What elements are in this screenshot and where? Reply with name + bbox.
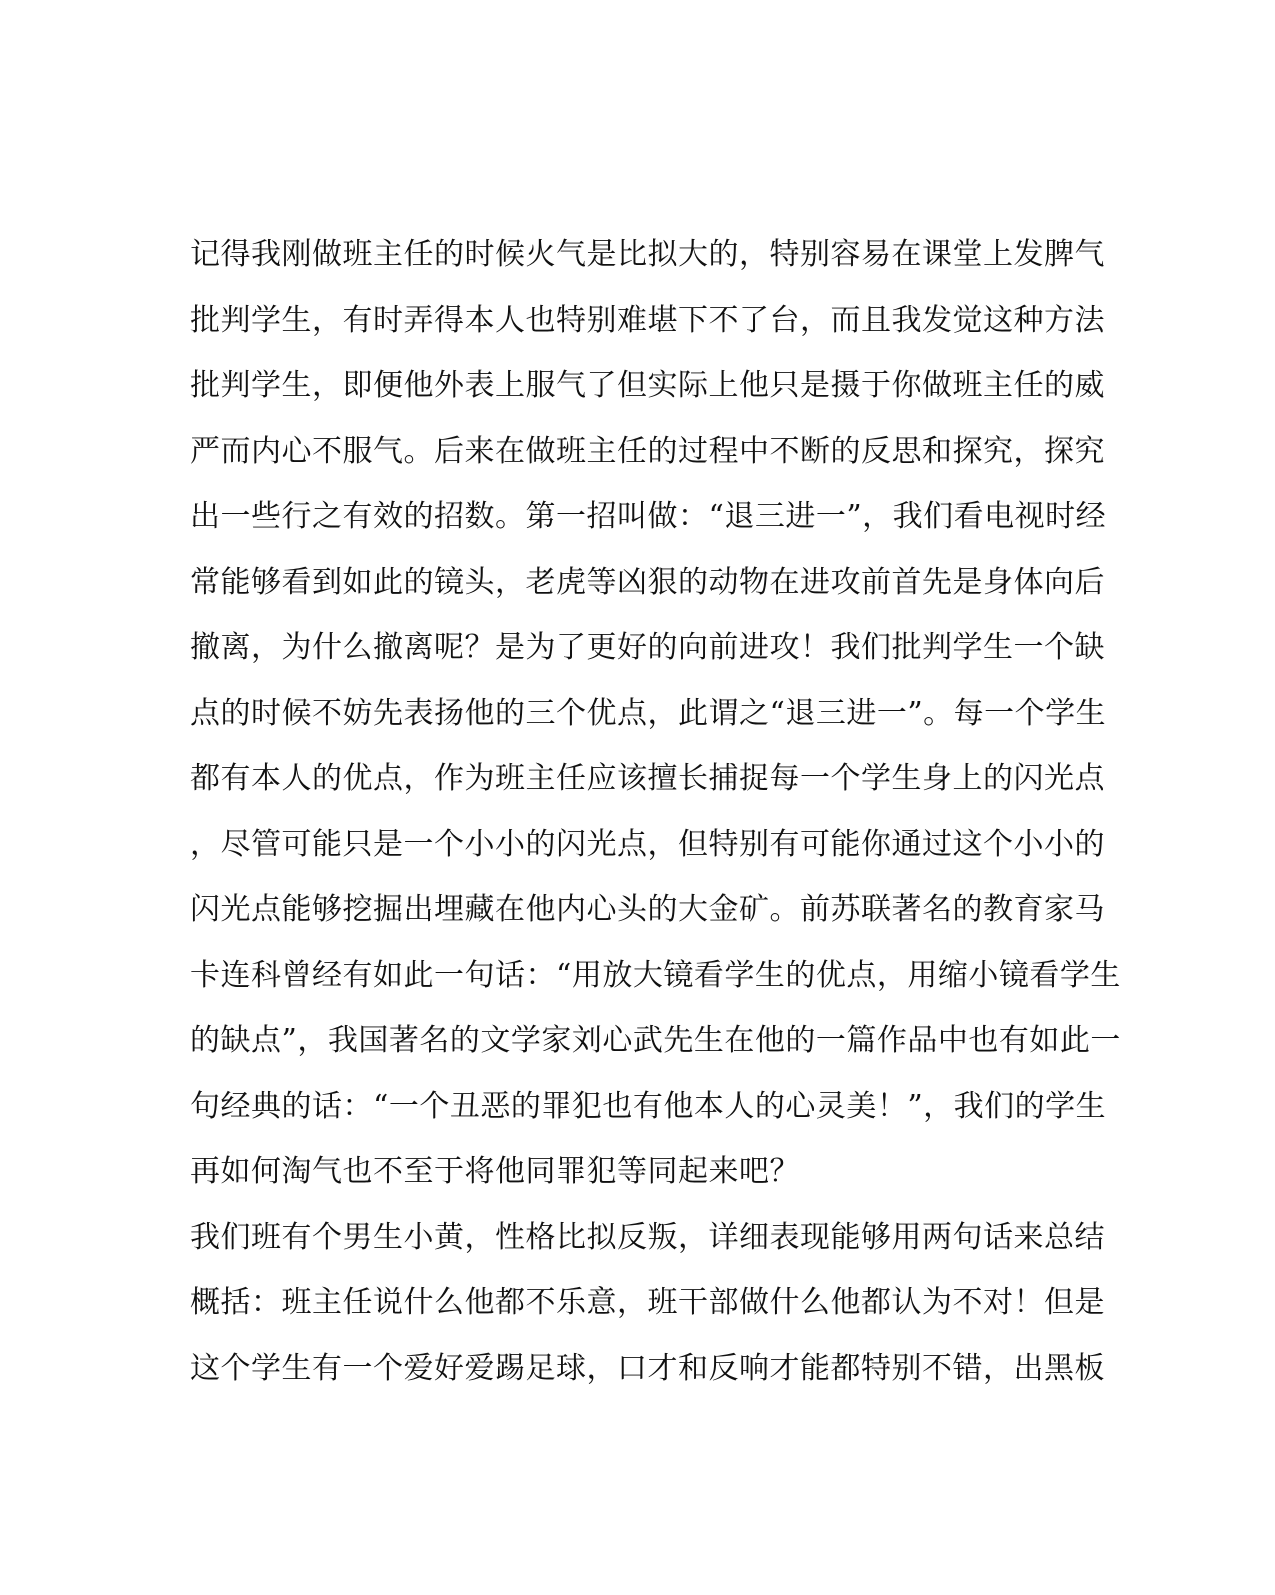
- text-line: 这个学生有一个爱好爱踢足球，口才和反响才能都特别不错，出黑板: [190, 1350, 1105, 1386]
- text-line: 卡连科曾经有如此一句话：“用放大镜看学生的优点，用缩小镜看学生: [190, 957, 1121, 993]
- text-line: 常能够看到如此的镜头，老虎等凶狠的动物在进攻前首先是身体向后: [190, 564, 1105, 600]
- text-line: 句经典的话：“一个丑恶的罪犯也有他本人的心灵美！”，我们的学生: [190, 1088, 1107, 1124]
- text-line: 出一些行之有效的招数。第一招叫做：“退三进一”，我们看电视时经: [190, 499, 1107, 534]
- text-line: 都有本人的优点，作为班主任应该擅长捕捉每一个学生身上的闪光点: [190, 761, 1105, 796]
- text-line: 概括：班主任说什么他都不乐意，班干部做什么他都认为不对！但是: [190, 1285, 1105, 1320]
- text-line: 撤离，为什么撤离呢？是为了更好的向前进攻！我们批判学生一个缺: [190, 630, 1105, 665]
- text-line: 的缺点”，我国著名的文学家刘心武先生在他的一篇作品中也有如此一: [190, 1023, 1121, 1058]
- text-line: 我们班有个男生小黄，性格比拟反叛，详细表现能够用两句话来总结: [190, 1219, 1105, 1255]
- text-line: 批判学生，有时弄得本人也特别难堪下不了台，而且我发觉这种方法: [190, 302, 1105, 338]
- text-line: 再如何淘气也不至于将他同罪犯等同起来吧？: [190, 1154, 800, 1189]
- text-line: 记得我刚做班主任的时候火气是比拟大的，特别容易在课堂上发脾气: [190, 237, 1105, 272]
- text-line: 点的时候不妨先表扬他的三个优点，此谓之“退三进一”。每一个学生: [190, 695, 1107, 731]
- text-line: 闪光点能够挖掘出埋藏在他内心头的大金矿。前苏联著名的教育家马: [190, 892, 1105, 927]
- text-line: ，尽管可能只是一个小小的闪光点，但特别有可能你通过这个小小的: [190, 826, 1105, 862]
- body-text: [190, 232, 1121, 1411]
- text-line: 严而内心不服气。后来在做班主任的过程中不断的反思和探究，探究: [190, 433, 1105, 469]
- text-line: 批判学生，即便他外表上服气了但实际上他只是摄于你做班主任的威: [190, 368, 1105, 403]
